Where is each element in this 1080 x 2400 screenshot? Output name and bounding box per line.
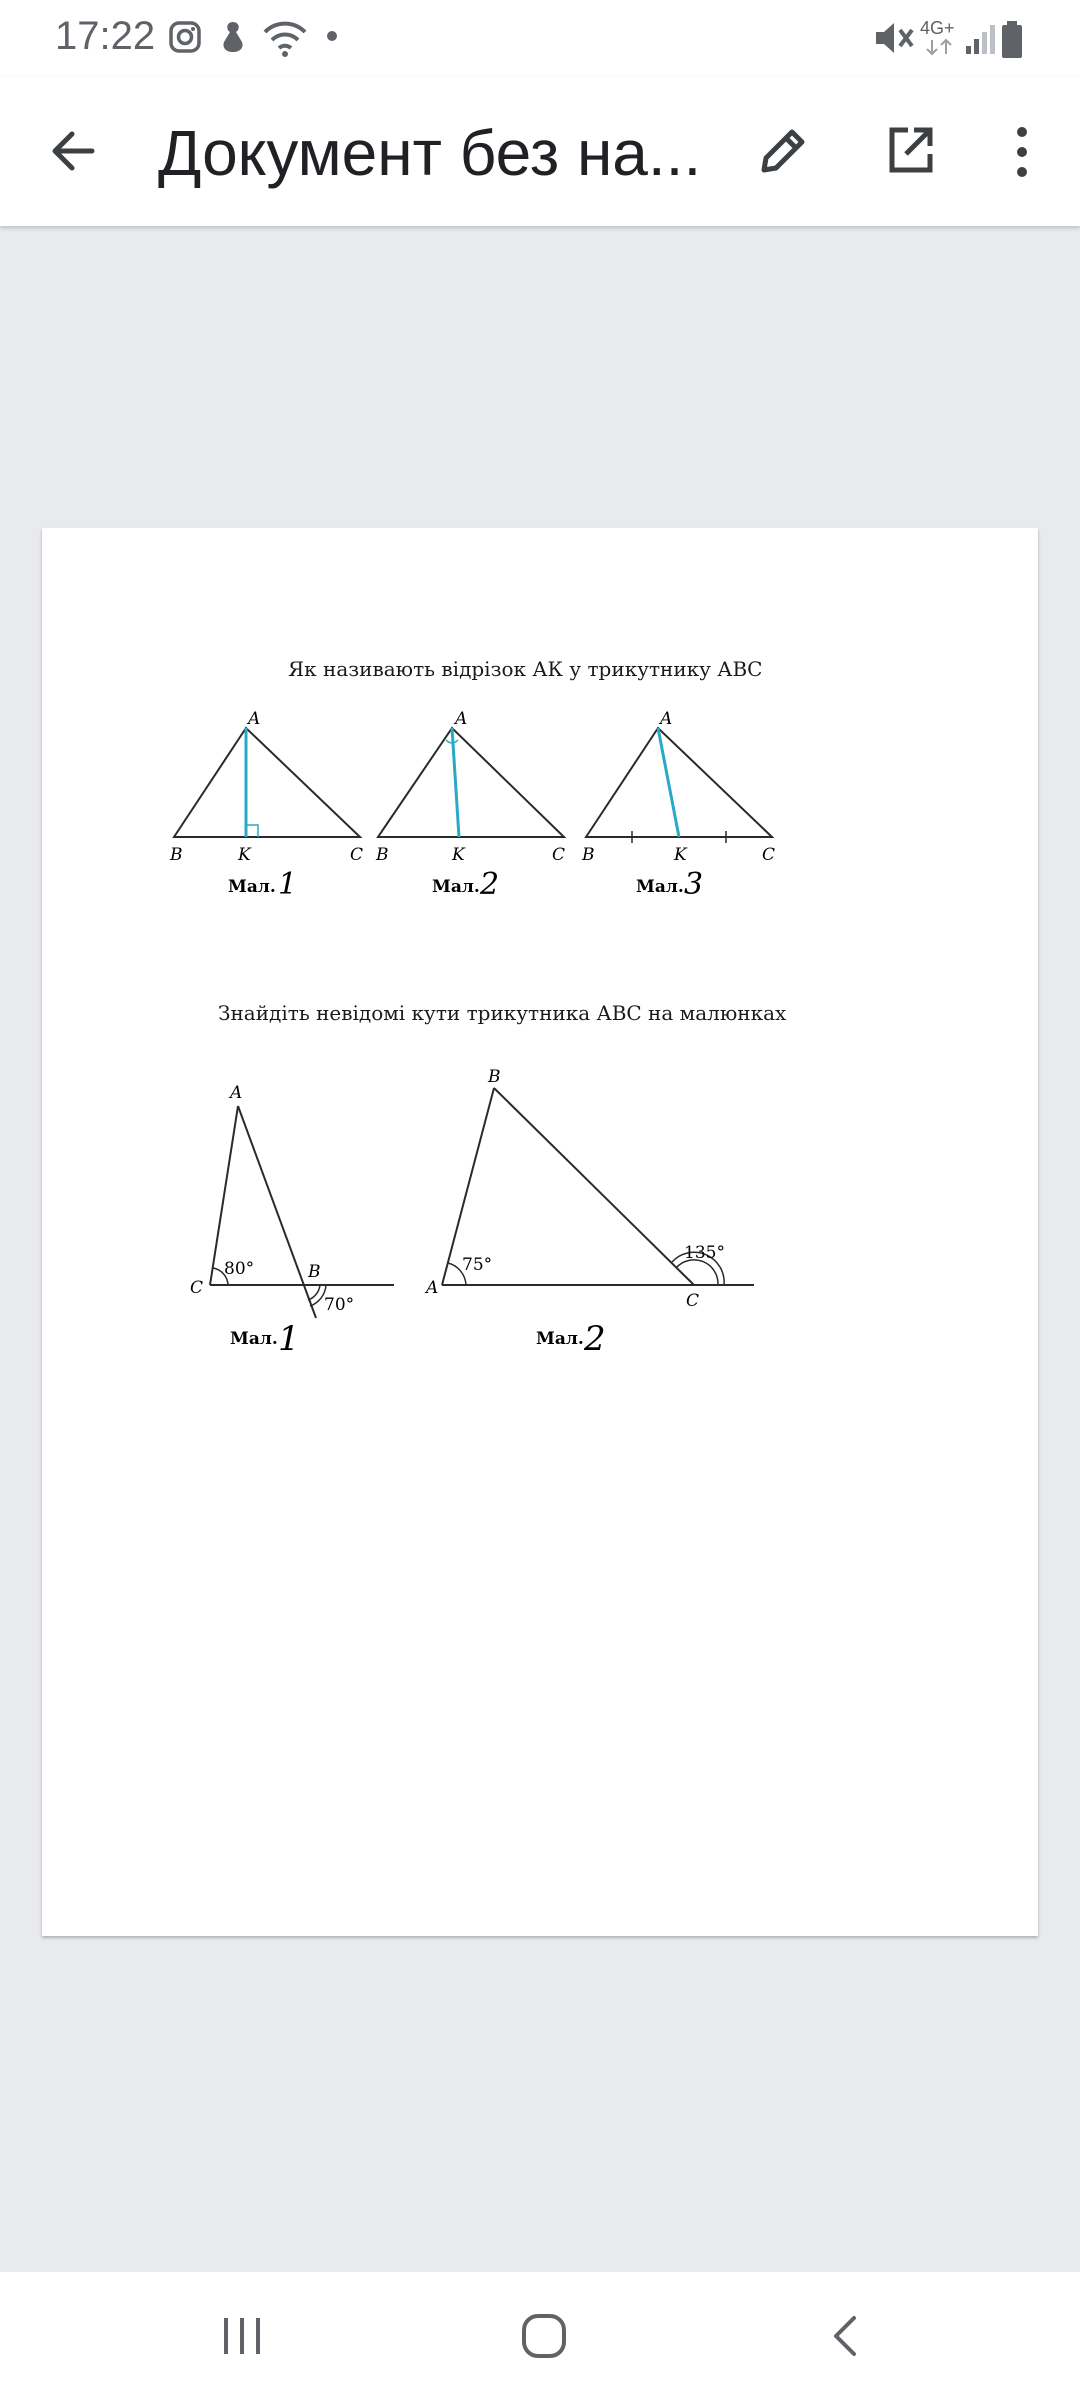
q2f1-vertex-b: B — [308, 1262, 321, 1282]
q2-figure1 — [190, 1083, 394, 1359]
document-content — [42, 528, 1038, 1936]
q2f2-angle-a: 75° — [462, 1255, 493, 1275]
network-type-label: 4G+ — [920, 18, 955, 38]
signal-icon — [964, 22, 998, 56]
fig3-number: 3 — [684, 867, 704, 902]
app-bar — [0, 76, 1080, 226]
fig3-caption: Мал. — [636, 877, 684, 897]
q2f1-angle-b-ext: 70° — [324, 1295, 355, 1315]
wifi-icon — [262, 18, 308, 58]
q2f1-number: 1 — [278, 1319, 300, 1359]
fig2-vertex-k: K — [452, 845, 465, 865]
figure2-bisector — [375, 709, 565, 902]
fig2-caption: Мал. — [432, 877, 480, 897]
q2f2-vertex-b: B — [488, 1067, 501, 1087]
question2-title: Знайдіть невідомі кути трикутника АВС на малюнках — [218, 1001, 787, 1025]
edit-pencil-icon[interactable] — [756, 124, 810, 178]
question1-title: Як називають відрізок АК у трикутнику АВС — [288, 657, 763, 681]
fig3-vertex-b: B — [582, 845, 595, 865]
q2f1-angle-c: 80° — [224, 1259, 255, 1279]
fig2-number: 2 — [480, 867, 500, 902]
q2f1-vertex-c: C — [190, 1278, 204, 1298]
fig1-vertex-a: A — [248, 709, 261, 729]
q2f2-vertex-c: C — [686, 1291, 700, 1311]
fig2-vertex-c: C — [552, 845, 566, 865]
fig2-vertex-a: A — [455, 709, 468, 729]
fig1-vertex-k: K — [238, 845, 251, 865]
recent-apps-icon[interactable] — [220, 2314, 264, 2358]
back-arrow-icon[interactable] — [48, 126, 98, 176]
more-options-icon[interactable] — [1012, 124, 1032, 180]
fig1-caption: Мал. — [228, 877, 276, 897]
home-icon[interactable] — [520, 2312, 568, 2360]
q2-figure2 — [424, 1067, 754, 1359]
q2f1-caption: Мал. — [230, 1329, 278, 1349]
fig3-vertex-k: K — [674, 845, 687, 865]
fig1-number: 1 — [278, 867, 298, 902]
back-nav-icon[interactable] — [828, 2312, 864, 2360]
q2f2-caption: Мал. — [536, 1329, 584, 1349]
dot-icon — [326, 30, 338, 42]
instagram-icon — [168, 20, 202, 54]
open-external-icon[interactable] — [884, 124, 938, 178]
figure1-altitude — [169, 709, 363, 902]
fig1-vertex-b: B — [170, 845, 183, 865]
battery-icon — [1000, 20, 1024, 60]
fig1-vertex-c: C — [350, 845, 364, 865]
mute-icon — [872, 18, 916, 58]
fig2-vertex-b: B — [376, 845, 389, 865]
fig3-vertex-a: A — [660, 709, 673, 729]
data-arrows-icon — [924, 38, 954, 56]
figure3-median — [581, 709, 775, 902]
q2f1-vertex-a: A — [230, 1083, 243, 1103]
app-notification-icon — [216, 18, 250, 56]
document-page — [42, 528, 1038, 1936]
status-time: 17:22 — [55, 14, 156, 58]
q2f2-vertex-a: A — [426, 1278, 439, 1298]
system-nav-bar — [0, 2272, 1080, 2400]
q2f2-angle-c-ext: 135° — [684, 1243, 725, 1263]
fig3-vertex-c: C — [762, 845, 776, 865]
document-title: Документ без на... — [158, 117, 702, 189]
status-bar — [0, 0, 1080, 76]
q2f2-number: 2 — [584, 1319, 606, 1359]
